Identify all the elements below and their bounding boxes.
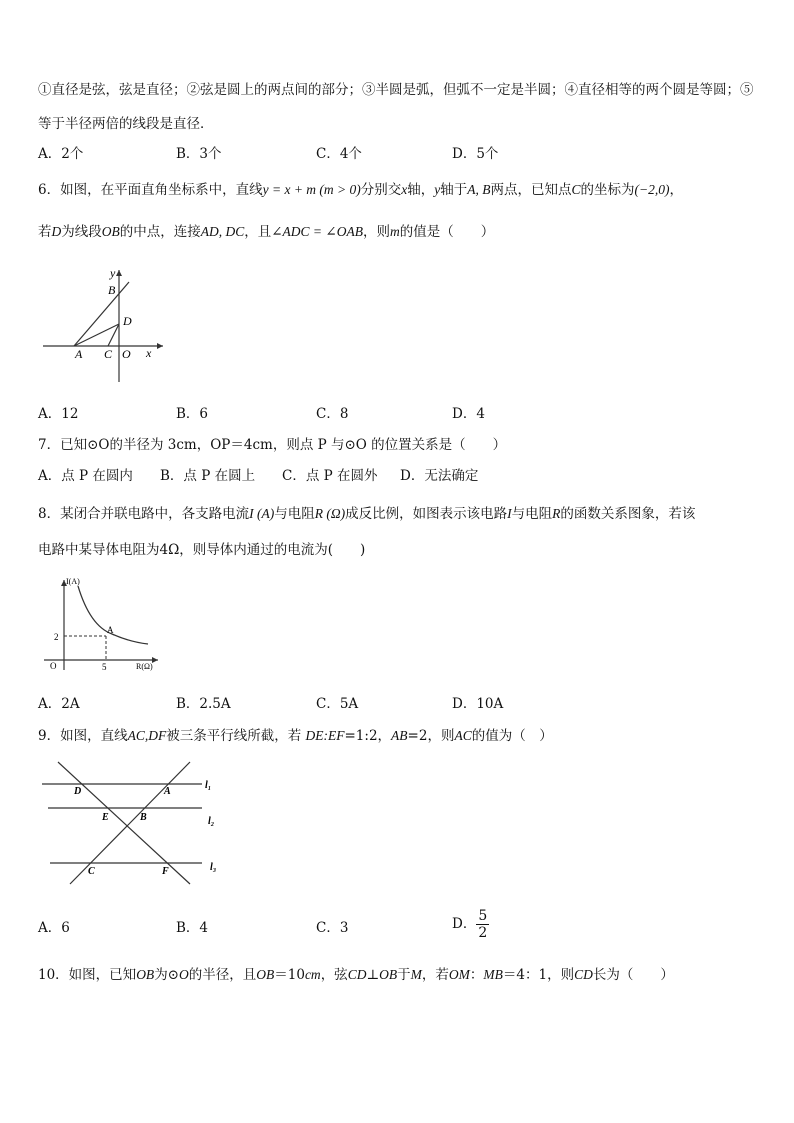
q8-label-y-axis: I(A) xyxy=(66,577,80,586)
q6-figure xyxy=(38,262,168,391)
q10-stem: 10．如图，已知OB为⊙O的半径，且OB＝10cm，弦CD⊥OB于M，若OM：MB＝4：1，则CD长为（ ） xyxy=(38,967,674,983)
q6-stem-line1: 6．如图，在平面直角坐标系中，直线y = x + m (m > 0)分别交x轴，y轴于A, B两点，已知点C的坐标为(−2,0)， xyxy=(38,182,684,198)
q9-option-b: B．4 xyxy=(176,920,209,936)
q8-option-c: C．5A xyxy=(316,696,359,712)
q9-label-f: F xyxy=(162,866,169,877)
q9-figure xyxy=(40,758,230,894)
q6-label-y: y xyxy=(110,266,116,280)
q9-option-a: A．6 xyxy=(38,920,70,936)
q7-option-c: C．点 P 在圆外 xyxy=(282,468,378,484)
q6-y-arrow xyxy=(116,270,122,276)
q9-label-l2: l₂ xyxy=(208,816,215,827)
q6-label-x: x xyxy=(146,346,152,360)
q6-segment-ad xyxy=(74,324,119,346)
q8-option-b: B．2.5A xyxy=(176,696,231,712)
q8-figure xyxy=(40,574,170,678)
q6-label-o: O xyxy=(122,347,131,361)
q6-option-c: C．8 xyxy=(316,406,349,422)
q7-stem: 7．已知⊙O的半径为 3cm，OP＝4cm，则点 P 与⊙O 的位置关系是（ ） xyxy=(38,437,507,453)
q8-label-tick-2: 2 xyxy=(54,632,59,642)
q9-option-d: D． $\frac{5}{2}$ xyxy=(452,908,488,941)
q8-label-point-a: A xyxy=(107,625,114,635)
q5-option-d: D．5个 xyxy=(452,146,499,162)
q6-stem-line2: 若D为线段OB的中点，连接AD, DC，且∠ADC = ∠OAB，则m的值是（ ） xyxy=(38,224,495,240)
q7-option-a: A．点 P 在圆内 xyxy=(38,468,133,484)
q5-statement-line1: ①直径是弦，弦是直径；②弦是圆上的两点间的部分；③半圆是弧，但弧不一定是半圆；④直径相等的两个圆是等圆；⑤ xyxy=(38,82,754,98)
q6-option-b: B．6 xyxy=(176,406,209,422)
q6-label-a: A xyxy=(75,347,83,361)
q8-hyperbola-curve xyxy=(78,586,148,644)
q7-option-b: B．点 P 在圆上 xyxy=(160,468,256,484)
q9-label-b: B xyxy=(140,812,147,823)
q9-option-c: C．3 xyxy=(316,920,349,936)
q5-option-c: C．4个 xyxy=(316,146,362,162)
q9-label-c: C xyxy=(88,866,95,877)
q9-label-a: A xyxy=(164,786,171,797)
q9-label-l3: l₃ xyxy=(210,862,217,873)
q8-label-tick-5: 5 xyxy=(102,662,107,672)
q6-option-d: D．4 xyxy=(452,406,485,422)
q8-option-d: D．10A xyxy=(452,696,504,712)
q8-label-origin: O xyxy=(50,661,57,671)
q9-label-l1: l₁ xyxy=(205,780,212,791)
q9-label-d: D xyxy=(74,786,82,797)
q9-option-d-fraction: $\frac{5}{2}$ xyxy=(478,908,488,941)
q9-stem: 9．如图，直线AC,DF被三条平行线所截，若 DE:EF=1:2，AB=2，则AC的值为（ ） xyxy=(38,728,553,744)
q5-option-a: A．2个 xyxy=(38,146,84,162)
q6-label-d: D xyxy=(123,314,132,328)
q6-line-ab xyxy=(74,282,129,346)
q8-stem-line1: 8．某闭合并联电路中，各支路电流I (A)与电阻R (Ω)成反比例，如图表示该电路I与电阻R的函数关系图象，若该 xyxy=(38,506,696,522)
q5-statement-line2: 等于半径两倍的线段是直径． xyxy=(38,116,214,132)
q7-option-d: D．无法确定 xyxy=(400,468,479,484)
q5-option-b: B．3个 xyxy=(176,146,222,162)
q6-option-a: A．12 xyxy=(38,406,79,422)
q6-label-c: C xyxy=(104,347,113,361)
q8-x-arrow xyxy=(152,657,158,663)
q6-x-arrow xyxy=(157,343,163,349)
q6-label-b: B xyxy=(108,283,116,297)
q9-label-e: E xyxy=(102,812,109,823)
q8-stem-line2: 电路中某导体电阻为4Ω，则导体内通过的电流为( ) xyxy=(38,542,366,558)
q8-option-a: A．2A xyxy=(38,696,80,712)
q8-label-x-axis: R(Ω) xyxy=(136,662,153,671)
q9-line-df xyxy=(58,762,190,884)
